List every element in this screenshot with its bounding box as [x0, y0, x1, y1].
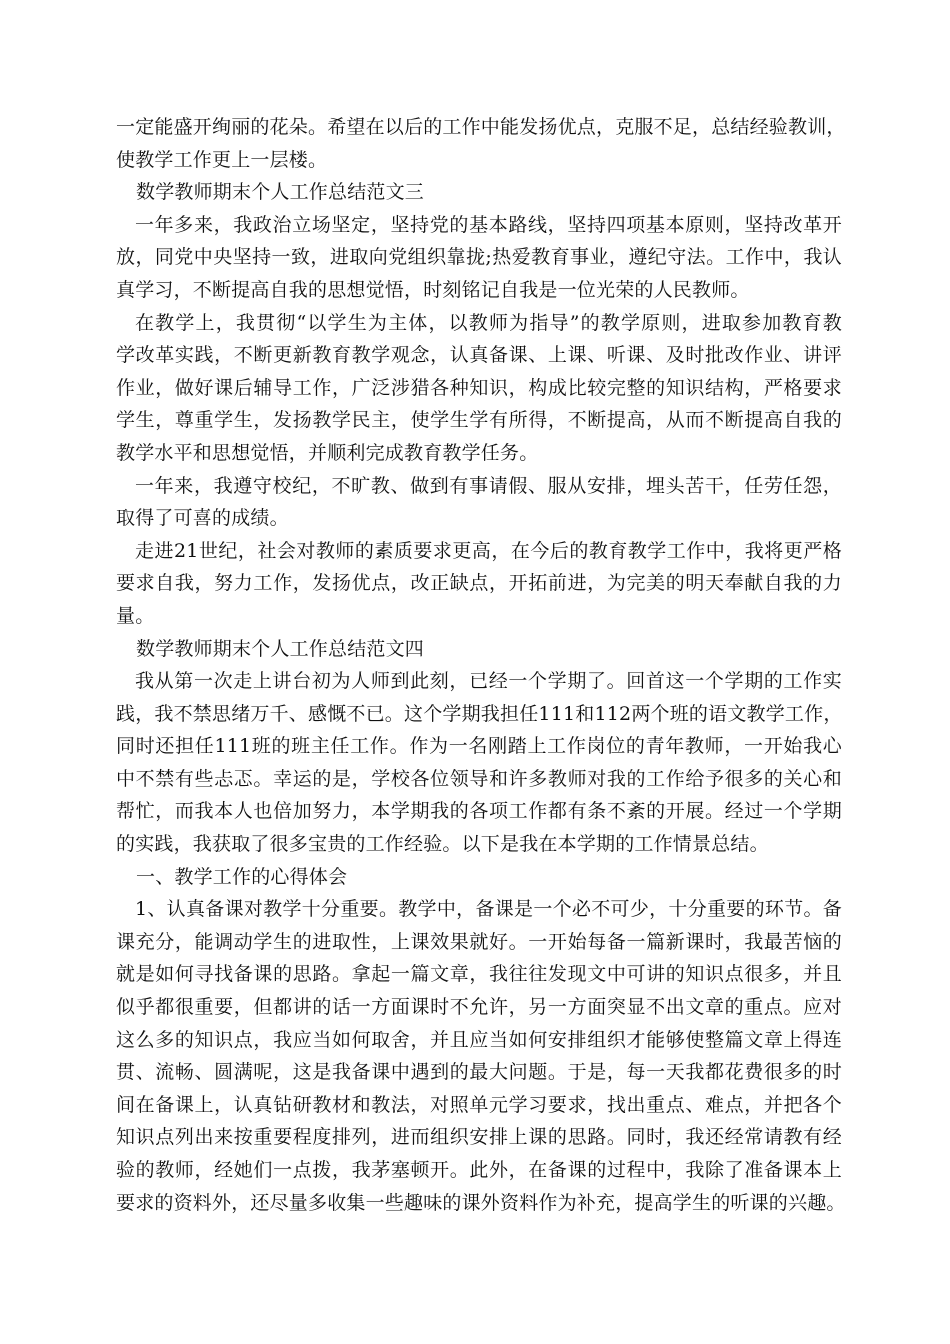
paragraph: [116, 209, 842, 307]
text-line: 要求的资料外，还尽量多收集一些趣味的课外资料作为补充，提高学生的听课的兴趣。: [116, 1191, 846, 1214]
text-line: 走进21世纪，社会对教师的素质要求更高，在今后的教育教学工作中，我将更严格: [135, 539, 842, 562]
section-heading: 一、教学工作的心得体会: [136, 865, 348, 888]
text-line: 我从第一次走上讲台初为人师到此刻，已经一个学期了。回首这一个学期的工作实: [135, 670, 842, 693]
text-line: 1、认真备课对教学十分重要。教学中，备课是一个必不可少，十分重要的环节。备: [135, 898, 842, 921]
paragraph: [116, 470, 842, 535]
text-line: 一定能盛开绚丽的花朵。希望在以后的工作中能发扬优点，克服不足，总结经验教训，: [116, 116, 846, 138]
text-line: 使教学工作更上一层楼。: [116, 148, 328, 171]
text-line: 就是如何寻找备课的思路。拿起一篇文章，我往往发现文中可讲的知识点很多，并且: [116, 963, 842, 986]
text-line: 放，同党中央坚持一致，进取向党组织靠拢;热爱教育事业，遵纪守法。工作中，我认: [116, 246, 842, 269]
text-line: 要求自我，努力工作，发扬优点，改正缺点，开拓前进，为完美的明天奉献自我的力: [116, 572, 842, 595]
text-line: 真学习，不断提高自我的思想觉悟，时刻铭记自我是一位光荣的人民教师。: [116, 278, 750, 301]
text-line: 作业，做好课后辅导工作，广泛涉猎各种知识，构成比较完整的知识结构，严格要求: [116, 376, 842, 399]
text-line: 同时还担任111班的班主任工作。作为一名刚踏上工作岗位的青年教师，一开始我心: [116, 735, 842, 758]
text-line: 一年多来，我政治立场坚定，坚持党的基本路线，坚持四项基本原则，坚持改革开: [135, 213, 842, 236]
paragraph: [116, 111, 846, 176]
text-line: 学生，尊重学生，发扬教学民主，使学生学有所得，不断提高，从而不断提高自我的: [116, 409, 842, 432]
paragraph: [116, 665, 842, 861]
text-line: 中不禁有些忐忑。幸运的是，学校各位领导和许多教师对我的工作给予很多的关心和: [116, 767, 842, 790]
text-line: 验的教师，经她们一点拨，我茅塞顿开。此外，在备课的过程中，我除了准备课本上: [116, 1159, 842, 1181]
text-line: 知识点列出来按重要程度排列，进而组织安排上课的思路。同时，我还经常请教有经: [116, 1126, 842, 1149]
paragraph: [116, 535, 842, 633]
text-line: 在教学上，我贯彻“以学生为主体，以教师为指导”的教学原则，进取参加教育教: [135, 311, 842, 334]
text-line: 贯、流畅、圆满呢，这是我备课中遇到的最大问题。于是，每一天我都花费很多的时: [116, 1061, 842, 1084]
text-line: 教学水平和思想觉悟，并顺利完成教育教学任务。: [116, 441, 539, 464]
text-line: 学改革实践，不断更新教育教学观念，认真备课、上课、听课、及时批改作业、讲评: [116, 344, 842, 367]
section-heading: 数学教师期末个人工作总结范文四: [136, 637, 425, 660]
text-line: 量。: [116, 604, 155, 627]
text-line: 取得了可喜的成绩。: [116, 507, 289, 530]
section-heading: 数学教师期末个人工作总结范文三: [136, 181, 425, 204]
text-line: 似乎都很重要，但都讲的话一方面课时不允许，另一方面突显不出文章的重点。应对: [116, 996, 842, 1019]
paragraph: [116, 307, 842, 470]
text-line: 帮忙，而我本人也倍加努力，本学期我的各项工作都有条不紊的开展。经过一个学期: [116, 800, 842, 823]
text-line: 间在备课上，认真钻研教材和教法，对照单元学习要求，找出重点、难点，并把各个: [116, 1093, 842, 1116]
text-line: 践，我不禁思绪万千、感慨不已。这个学期我担任111和112两个班的语文教学工作，: [116, 702, 843, 725]
text-line: 一年来，我遵守校纪，不旷教、做到有事请假、服从安排，埋头苦干，任劳任怨，: [135, 474, 842, 497]
text-line: 这么多的知识点，我应当如何取舍，并且应当如何安排组织才能够使整篇文章上得连: [116, 1028, 842, 1051]
text-line: 的实践，我获取了很多宝贵的工作经验。以下是我在本学期的工作情景总结。: [116, 833, 769, 856]
document-body: [116, 111, 846, 1219]
paragraph: [116, 893, 846, 1219]
text-line: 课充分，能调动学生的进取性，上课效果就好。一开始每备一篇新课时，我最苦恼的: [116, 930, 842, 953]
